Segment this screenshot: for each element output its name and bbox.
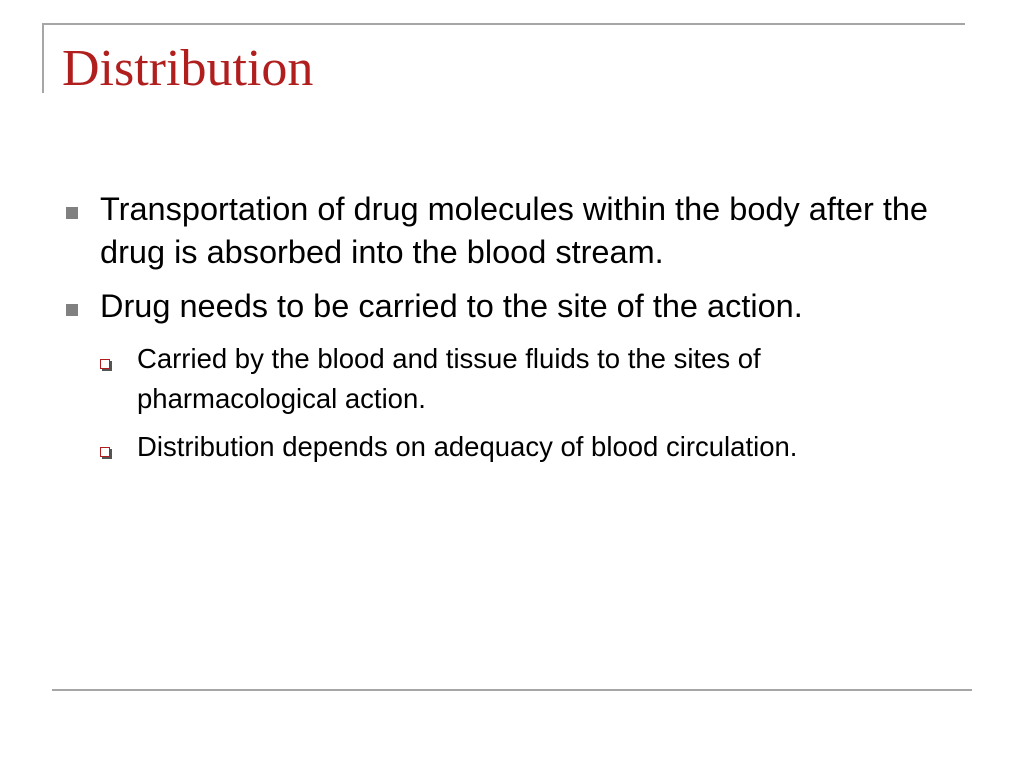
bullet-item xyxy=(62,188,965,274)
sub-bullet-text: Carried by the blood and tissue fluids to the sites of pharmacological action. xyxy=(137,343,761,414)
filled-square-bullet-icon xyxy=(66,207,78,219)
filled-square-bullet-icon xyxy=(66,304,78,316)
left-border-line xyxy=(42,23,44,93)
bullet-item xyxy=(62,285,965,328)
sub-bullet-item xyxy=(100,339,942,419)
hollow-square-bullet-icon xyxy=(100,359,110,369)
bullet-text: Drug needs to be carried to the site of the action. xyxy=(100,288,803,324)
top-border-line xyxy=(42,23,965,25)
hollow-square-bullet-icon xyxy=(100,447,110,457)
sub-bullet-item xyxy=(100,427,942,467)
slide-content xyxy=(62,188,972,475)
sub-bullet-text: Distribution depends on adequacy of blood circulation. xyxy=(137,431,798,462)
slide-title: Distribution xyxy=(62,40,314,97)
bullet-text: Transportation of drug molecules within the body after the drug is absorbed into the blood stream. xyxy=(100,191,929,270)
bottom-border-line xyxy=(52,689,972,691)
